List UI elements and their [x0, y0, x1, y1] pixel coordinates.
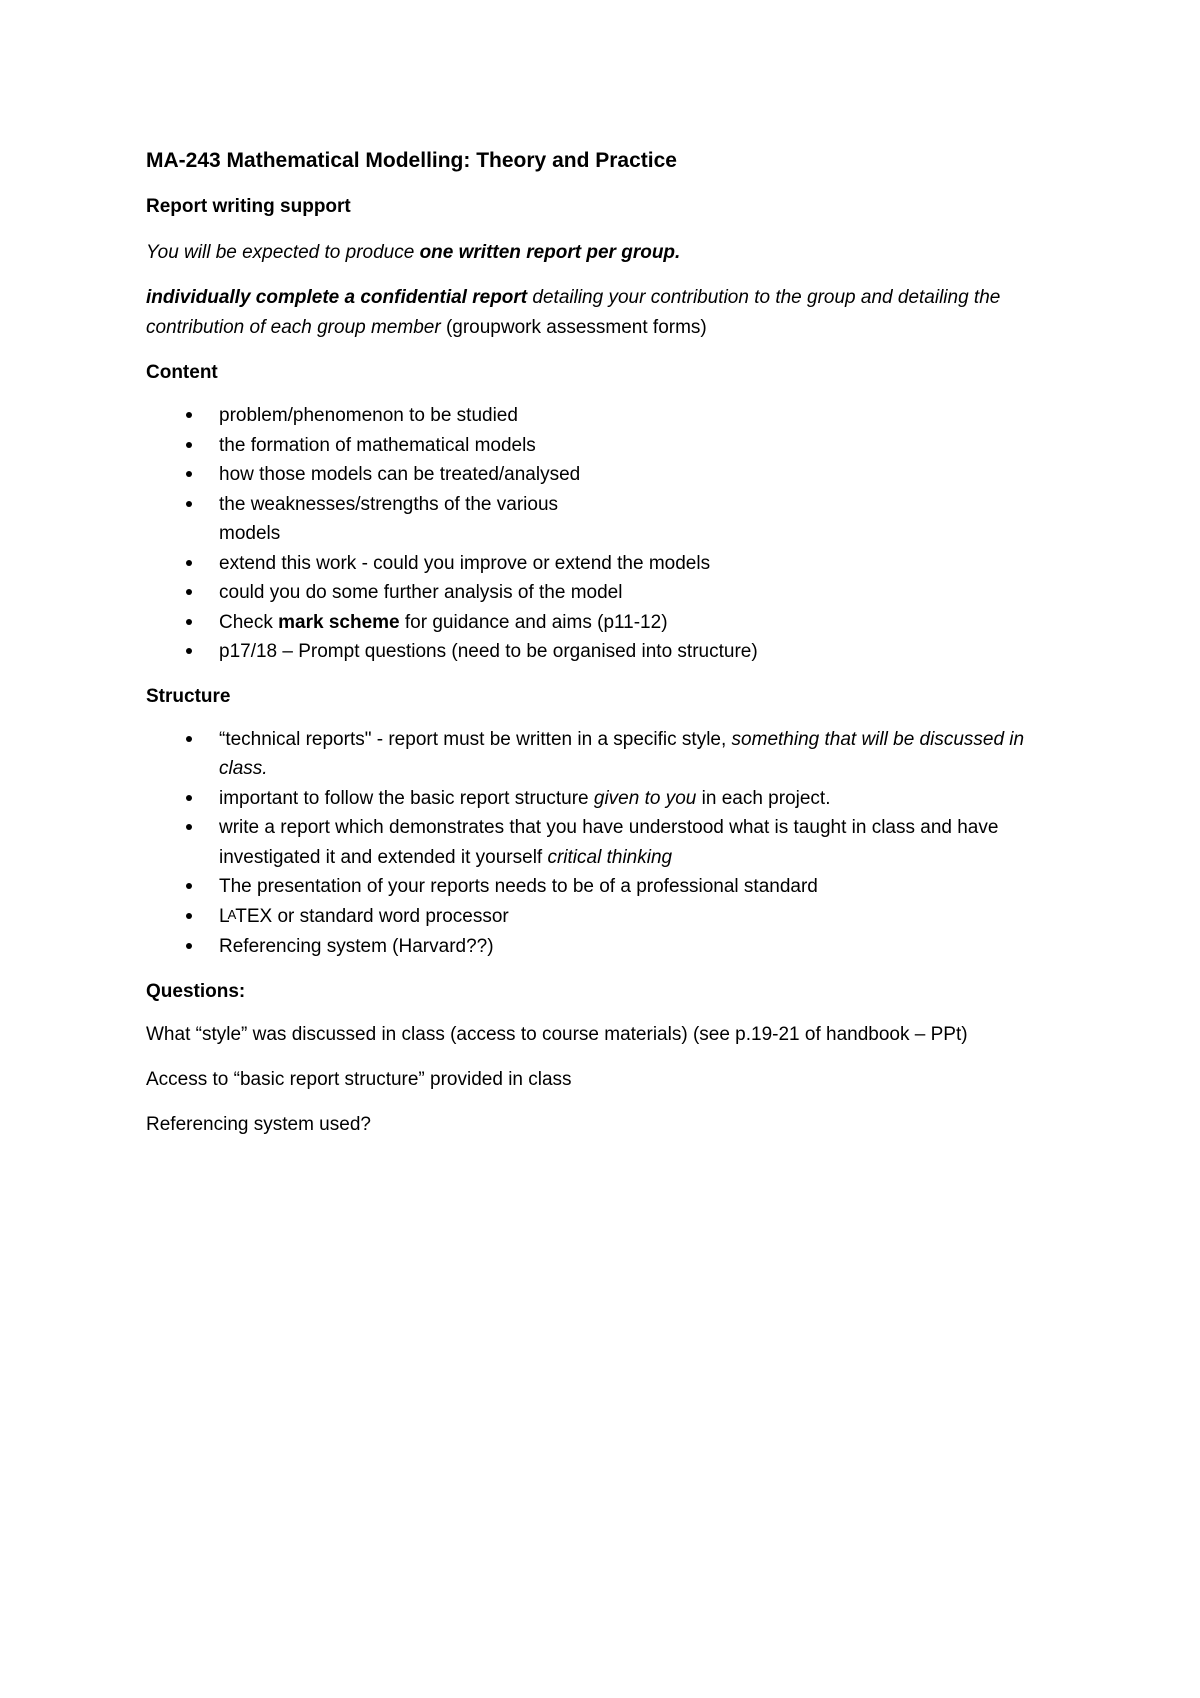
list-item: the weaknesses/strengths of the various models	[219, 493, 559, 544]
list-item: extend this work - could you improve or extend the models	[219, 552, 711, 574]
list-item: important to follow the basic report structure given to you in each project.	[219, 787, 831, 809]
list-item: The presentation of your reports needs to be of a professional standard	[219, 876, 818, 897]
list-item: “technical reports" - report must be written in a specific style, something that will be discussed in class.	[219, 728, 1025, 779]
content-list	[146, 401, 1066, 667]
question-paragraph: Access to “basic report structure” provided in class	[146, 1068, 572, 1090]
list-item: write a report which demonstrates that you have understood what is taught in class and have investigated it and extended it yourself critical thinking	[219, 817, 999, 868]
confidential-note: (groupwork assessment forms)	[440, 317, 707, 338]
intro-paragraph	[146, 238, 1066, 268]
intro-emphasis: one written report per group.	[419, 242, 681, 263]
list-item: LATEX or standard word processor	[219, 905, 509, 927]
confidential-text: detailing your contribution to the group and detailing the contribution of each group member	[146, 287, 1001, 338]
confidential-emphasis: individually complete a confidential report	[146, 287, 528, 308]
list-item: problem/phenomenon to be studied	[219, 405, 518, 426]
confidential-paragraph	[146, 283, 1066, 343]
document-title: MA-243 Mathematical Modelling: Theory and Practice	[146, 149, 677, 172]
document-body	[146, 146, 1066, 1155]
document-subtitle: Report writing support	[146, 196, 351, 217]
question-paragraph: What “style” was discussed in class (access to course materials) (see p.19-21 of handbook – PPt)	[146, 1023, 968, 1045]
list-item: could you do some further analysis of the model	[219, 582, 623, 603]
structure-list	[146, 725, 1066, 962]
list-item: Check mark scheme for guidance and aims (p11-12)	[219, 611, 668, 633]
structure-heading: Structure	[146, 685, 231, 707]
question-paragraph: Referencing system used?	[146, 1113, 371, 1135]
intro-text: You will be expected to produce	[146, 242, 420, 263]
list-item: the formation of mathematical models	[219, 434, 536, 456]
list-item: how those models can be treated/analysed	[219, 464, 581, 485]
list-item: p17/18 – Prompt questions (need to be organised into structure)	[219, 641, 758, 662]
content-heading: Content	[146, 362, 218, 383]
list-item: Referencing system (Harvard??)	[219, 936, 494, 957]
questions-heading: Questions:	[146, 980, 246, 1002]
